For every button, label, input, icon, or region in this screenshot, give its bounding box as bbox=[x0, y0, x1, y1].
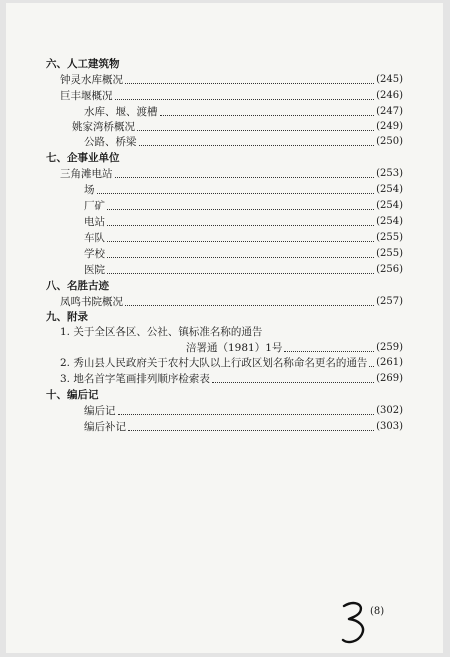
entry-page: (254) bbox=[376, 200, 403, 211]
entry-page: (249) bbox=[376, 121, 403, 132]
toc-entry bbox=[84, 183, 403, 197]
dot-leader bbox=[137, 130, 374, 131]
toc-entry bbox=[60, 89, 403, 103]
entry-page: (246) bbox=[376, 90, 403, 101]
entry-label: 水库、堰、渡槽 bbox=[84, 106, 158, 118]
dot-leader bbox=[284, 351, 374, 352]
appendix-item-1-title: 1. 关于全区各区、公社、镇标准名称的通告 bbox=[60, 326, 263, 338]
toc-entry bbox=[84, 420, 403, 434]
dot-leader bbox=[115, 99, 375, 100]
toc-entry bbox=[84, 247, 403, 261]
toc-entry bbox=[84, 263, 403, 277]
entry-page: (257) bbox=[376, 296, 403, 307]
toc-entry bbox=[84, 135, 403, 149]
entry-page: (259) bbox=[376, 342, 403, 353]
entry-label: 车队 bbox=[84, 232, 105, 244]
dot-leader bbox=[139, 145, 375, 146]
toc-entry bbox=[60, 167, 403, 181]
dot-leader bbox=[107, 273, 374, 274]
dot-leader bbox=[212, 382, 374, 383]
entry-label: 编后记 bbox=[84, 405, 116, 417]
dot-leader bbox=[107, 257, 374, 258]
toc-entry bbox=[60, 295, 403, 309]
dot-leader bbox=[125, 305, 374, 306]
toc-entry bbox=[186, 341, 403, 355]
section-heading-10: 十、编后记 bbox=[46, 389, 99, 401]
entry-label: 编后补记 bbox=[84, 421, 126, 433]
section-heading-8: 八、名胜古迹 bbox=[46, 280, 109, 292]
dot-leader bbox=[125, 83, 374, 84]
entry-page: (261) bbox=[376, 357, 403, 368]
entry-label: 钟灵水库概况 bbox=[60, 74, 123, 86]
entry-page: (255) bbox=[376, 248, 403, 259]
entry-label: 2. 秀山县人民政府关于农村大队以上行政区划名称命名更名的通告 bbox=[60, 357, 368, 369]
toc-entry bbox=[72, 120, 403, 134]
dot-leader bbox=[107, 225, 374, 226]
entry-page: (269) bbox=[376, 373, 403, 384]
dot-leader bbox=[97, 193, 375, 194]
toc-entry bbox=[60, 372, 403, 386]
entry-label: 涪署通（1981）1号 bbox=[186, 342, 283, 354]
entry-label: 学校 bbox=[84, 248, 105, 260]
entry-page: (254) bbox=[376, 216, 403, 227]
dot-leader bbox=[107, 209, 374, 210]
entry-page: (254) bbox=[376, 184, 403, 195]
toc-entry bbox=[84, 404, 403, 418]
entry-label: 姚家湾桥概况 bbox=[72, 121, 135, 133]
entry-page: (255) bbox=[376, 232, 403, 243]
page-number: (8) bbox=[370, 606, 385, 617]
section-heading-6: 六、人工建筑物 bbox=[46, 58, 120, 70]
toc-entry bbox=[84, 215, 403, 229]
entry-label: 厂矿 bbox=[84, 200, 105, 212]
toc-entry bbox=[84, 231, 403, 245]
entry-label: 场 bbox=[84, 184, 95, 196]
entry-label: 公路、桥梁 bbox=[84, 136, 137, 148]
section-heading-9: 九、附录 bbox=[46, 311, 88, 323]
entry-page: (250) bbox=[376, 136, 403, 147]
entry-label: 医院 bbox=[84, 264, 105, 276]
entry-page: (247) bbox=[376, 106, 403, 117]
toc-entry bbox=[84, 105, 403, 119]
handwritten-mark bbox=[340, 600, 370, 648]
entry-label: 三角滩电站 bbox=[60, 168, 113, 180]
entry-label: 凤鸣书院概况 bbox=[60, 296, 123, 308]
dot-leader bbox=[160, 115, 375, 116]
entry-page: (302) bbox=[376, 405, 403, 416]
dot-leader bbox=[107, 241, 374, 242]
dot-leader bbox=[118, 414, 375, 415]
toc-entry bbox=[84, 199, 403, 213]
toc-entry bbox=[60, 356, 403, 370]
entry-page: (245) bbox=[376, 74, 403, 85]
entry-label: 电站 bbox=[84, 216, 105, 228]
section-heading-7: 七、企事业单位 bbox=[46, 152, 120, 164]
dot-leader bbox=[115, 177, 375, 178]
entry-label: 巨丰堰概况 bbox=[60, 90, 113, 102]
entry-page: (253) bbox=[376, 168, 403, 179]
dot-leader bbox=[369, 366, 374, 367]
entry-label: 3. 地名首字笔画排列顺序检索表 bbox=[60, 373, 210, 385]
entry-page: (303) bbox=[376, 421, 403, 432]
toc-entry bbox=[60, 73, 403, 87]
dot-leader bbox=[128, 430, 374, 431]
entry-page: (256) bbox=[376, 264, 403, 275]
